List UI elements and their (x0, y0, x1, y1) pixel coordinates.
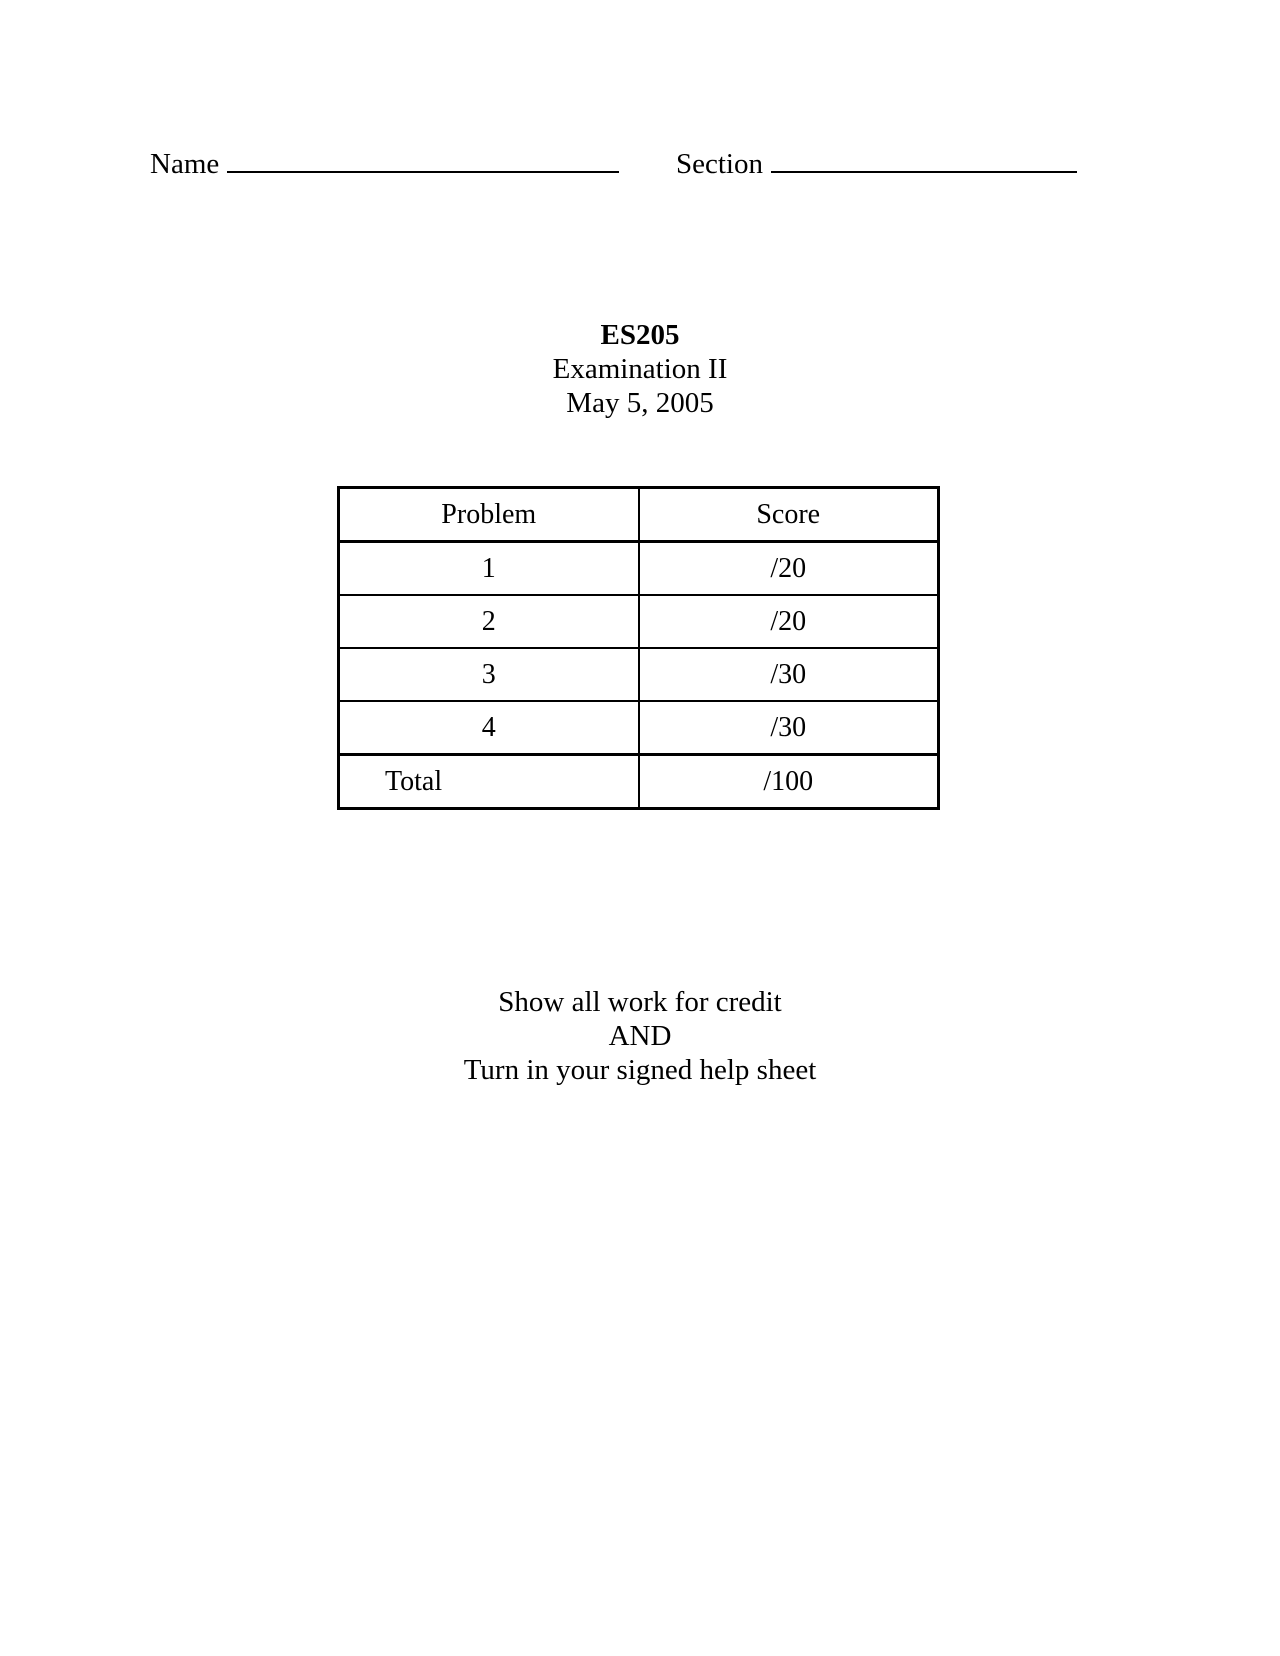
table-total-row (339, 755, 939, 809)
exam-title-block (0, 318, 1280, 420)
header-problem: Problem (339, 488, 639, 542)
name-field-line (150, 150, 619, 179)
table-row (339, 648, 939, 701)
table-row (339, 542, 939, 596)
exam-date: May 5, 2005 (566, 387, 714, 419)
score-cell: /30 (639, 648, 939, 701)
problem-cell: 3 (339, 648, 639, 701)
course-code: ES205 (600, 319, 680, 351)
section-field-line (676, 150, 1077, 179)
table-row (339, 701, 939, 755)
header-score: Score (639, 488, 939, 542)
problem-cell: 4 (339, 701, 639, 755)
problem-cell: 1 (339, 542, 639, 596)
instruction-line-3: Turn in your signed help sheet (463, 1054, 817, 1086)
instruction-line-2: AND (608, 1020, 672, 1052)
problem-cell: 2 (339, 595, 639, 648)
instruction-line-1: Show all work for credit (498, 986, 782, 1018)
table-header-row (339, 488, 939, 542)
table-row (339, 595, 939, 648)
score-cell: /20 (639, 595, 939, 648)
score-cell: /30 (639, 701, 939, 755)
score-table (337, 486, 940, 810)
name-blank[interactable] (227, 151, 619, 173)
exam-name: Examination II (552, 353, 728, 385)
total-label: Total (339, 755, 639, 809)
section-blank[interactable] (771, 151, 1077, 173)
section-label: Section (676, 148, 763, 180)
instructions-block (0, 985, 1280, 1087)
total-score: /100 (639, 755, 939, 809)
score-cell: /20 (639, 542, 939, 596)
name-label: Name (150, 148, 220, 180)
